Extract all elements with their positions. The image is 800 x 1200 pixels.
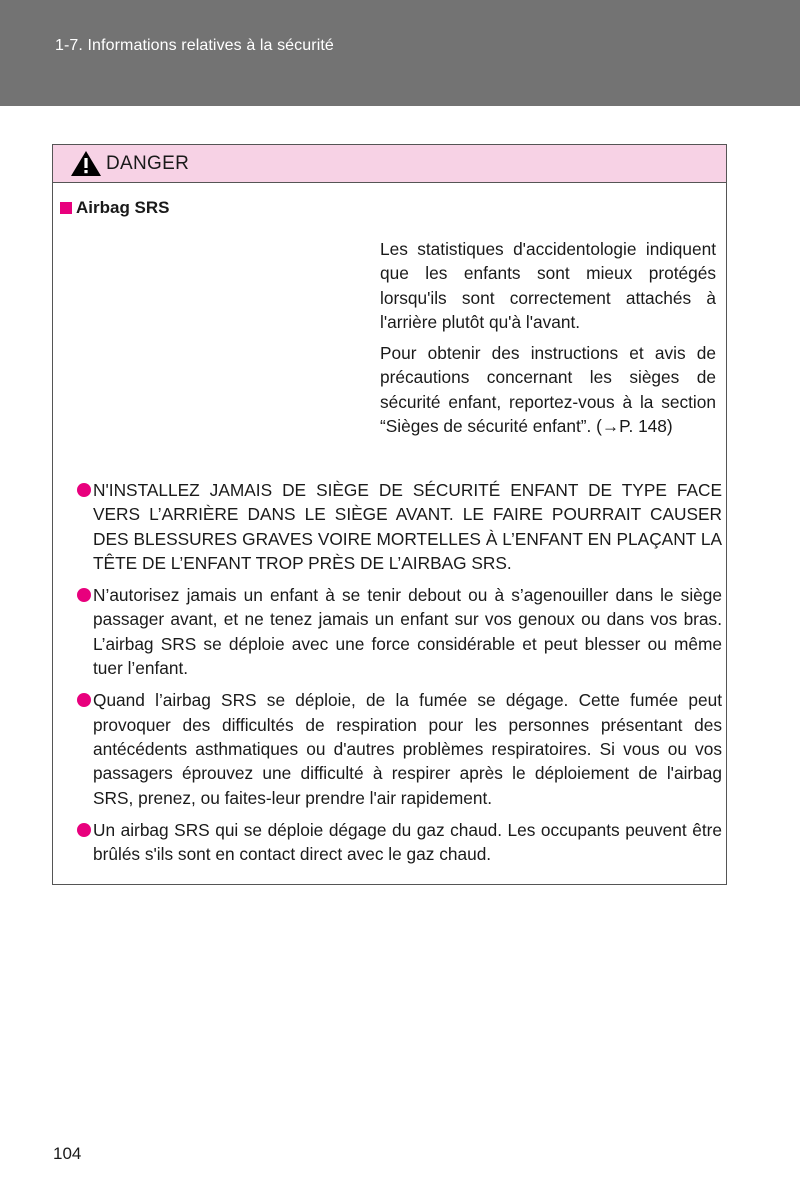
bullet-text: Un airbag SRS qui se déploie dégage du gaz chaud. Les occupants peuvent être brûlés s'ils sont en contact direct avec le gaz chaud. xyxy=(93,819,722,865)
bullet-item xyxy=(77,583,722,680)
bullet-item xyxy=(77,818,722,867)
subheading xyxy=(60,198,170,218)
bullet-text: N’autorisez jamais un enfant à se tenir debout ou à s’agenouiller dans le siège passager avant, et ne tenez jamais un enfant sur vos genoux ou dans vos bras. L’airbag SRS se déploie avec une force considérable et peut blesser ou même tuer l’enfant. xyxy=(93,585,722,679)
side-text xyxy=(380,237,716,445)
side-paragraph: Pour obtenir des instructions et avis de précautions concernant les sièges de sécurité enfant, reportez-vous à la section “Sièges de sécurité enfant”. (→P. 148) xyxy=(380,343,716,437)
bullet-item xyxy=(77,688,722,809)
danger-header xyxy=(53,145,726,183)
section-title: 1-7. Informations relatives à la sécurité xyxy=(55,37,334,54)
circle-bullet-icon xyxy=(77,693,91,707)
danger-box xyxy=(52,144,727,885)
circle-bullet-icon xyxy=(77,823,91,837)
side-paragraph: Les statistiques d'accidentologie indiquent que les enfants sont mieux protégés lorsqu'ils sont correctement attachés à l'arrière plutôt qu'à l'avant. xyxy=(380,239,716,332)
bullet-text: N'INSTALLEZ JAMAIS DE SIÈGE DE SÉCURITÉ ENFANT DE TYPE FACE VERS L’ARRIÈRE DANS LE SIÈGE AVANT. LE FAIRE POURRAIT CAUSER DES BLESSURES GRAVES VOIRE MORTELLES À L’ENFANT EN PLAÇANT LA TÊTE DE L’ENFANT TROP PRÈS DE L’AIRBAG SRS. xyxy=(93,480,722,573)
circle-bullet-icon xyxy=(77,483,91,497)
subheading-text: Airbag SRS xyxy=(76,198,170,217)
circle-bullet-icon xyxy=(77,588,91,602)
header-bar xyxy=(0,0,800,106)
bullet-text: Quand l’airbag SRS se déploie, de la fumée se dégage. Cette fumée peut provoquer des difficultés de respiration pour les personnes présentant des antécédents asthmatiques ou d'autres problèmes respiratoires. Si vous ou vos passagers éprouvez une difficulté à respirer après le déploiement de l'airbag SRS, prenez, ou faites-leur prendre l'air rapidement. xyxy=(93,690,722,808)
danger-label: DANGER xyxy=(106,153,190,174)
page-number: 104 xyxy=(53,1144,82,1163)
bullet-list xyxy=(77,478,722,874)
bullet-item xyxy=(77,478,722,575)
warning-triangle-icon xyxy=(70,150,102,177)
square-bullet-icon xyxy=(60,202,72,214)
